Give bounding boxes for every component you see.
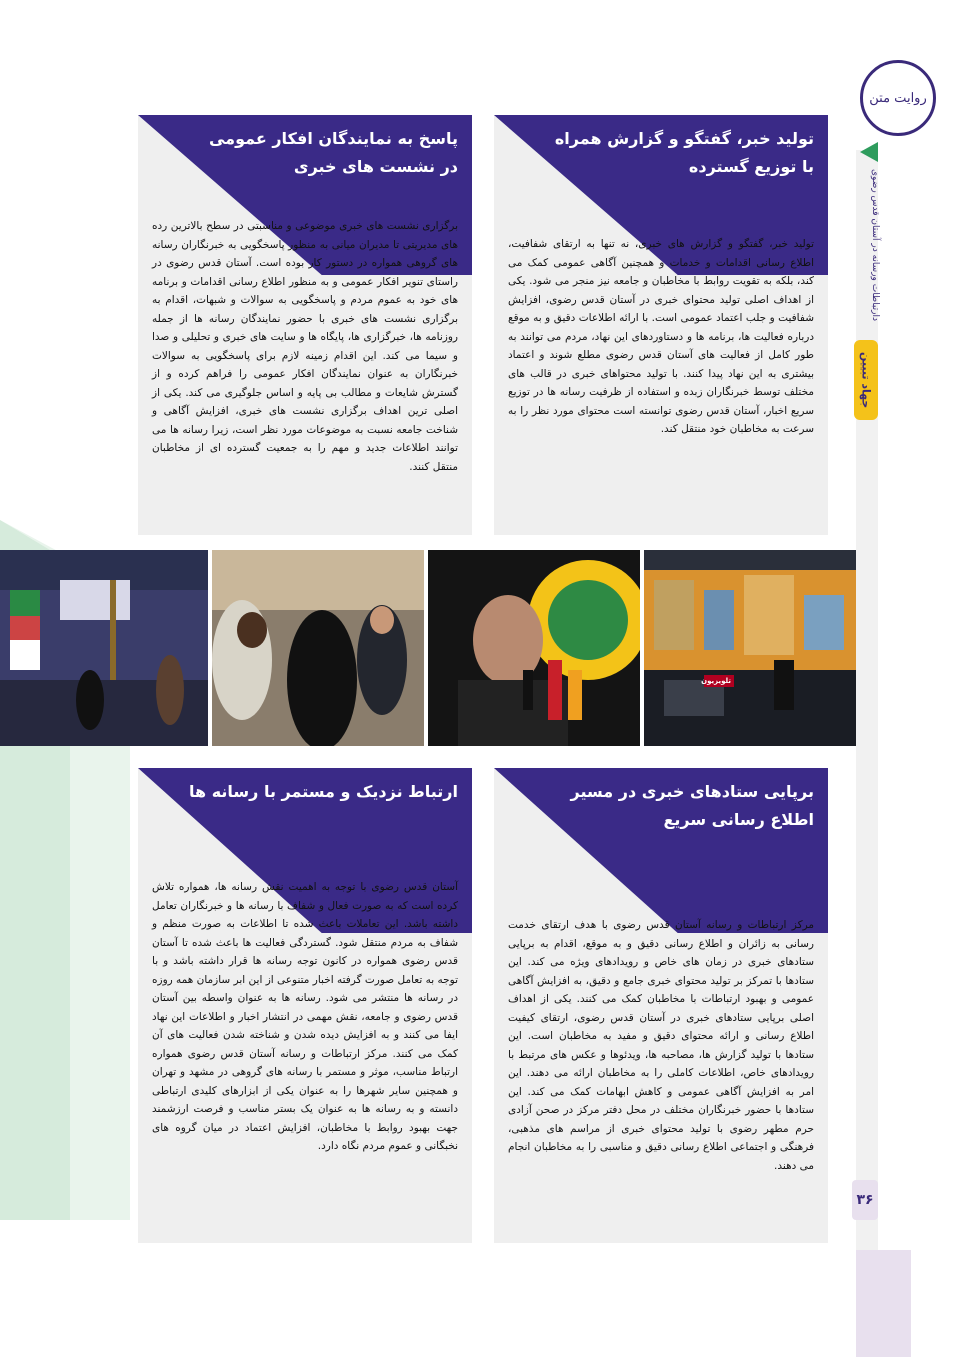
photo-tv-studio	[644, 550, 856, 746]
section-box-media-relations	[138, 768, 472, 1243]
section-box-news-headquarters	[494, 768, 828, 1243]
page-number: ۳۶	[852, 1180, 878, 1220]
section-box-news-production	[494, 115, 828, 535]
section-title-line-1: ارتباط نزدیک و مستمر با رسانه ها	[189, 782, 458, 801]
photo-tv-studio-image	[644, 550, 856, 746]
section-title-line-2: اطلاع رسانی سریع	[663, 810, 814, 829]
photo-interview-image	[212, 550, 424, 746]
section-title	[571, 778, 814, 834]
section-box-press-conferences	[138, 115, 472, 535]
vertical-section-title: دارتباطات ورسانه در آستان قدس رضوی	[870, 169, 880, 321]
studio-sign-text: تلويزيون	[701, 677, 731, 685]
section-title-line-2: با توزیع گسترده	[688, 157, 814, 176]
photo-hall-event	[0, 550, 208, 746]
section-title-line-1: تولید خبر، گفتگو و گزارش همراه	[554, 129, 814, 148]
section-title	[209, 125, 458, 181]
section-body-text: برگزاری نشست های خبری موضوعی و مناسبتی در سطح بالاترین رده های مدیریتی تا مدیران میانی به منظور پاسخگویی به خبرنگاران رسانه های گروهی همواره در دستور کار بوده است. آستان قدس رضوی در راستای تنویر افکار عمومی و به منظور اطلاع رسانی اقدامات و برنامه های خود به عموم مردم و پاسخگویی به سوالات و شبهات، اقدام به برگزاری نشست های خبری با حضور نمایندگان رسانه ها از جمله روزنامه ها، خبرگزاری ها، پایگاه ها و سایت های خبری و تحلیلی و صدا و سیما می کند. این اقدام زمینه لازم برای پاسخگویی به سوالات خبرنگاران به عنوان نمایندگان افکار عمومی را فراهم کرده و از گسترش شایعات و مطالب بی پایه و اساس جلوگیری می کند. یکی از اصلی ترین اهداف برگزاری نشست های خبری، افزایش آگاهی و شناخت جامعه نسبت به موضوعات مورد نظر است، زیرا رسانه ها می توانند اطلاعات جدید و مهم را به جمعیت گسترده ای از مخاطبان منتقل کنند.	[152, 220, 458, 473]
section-body-text: آستان قدس رضوی با توجه به اهمیت نقش رسانه ها، همواره تلاش کرده است که به صورت فعال و شفاف با رسانه ها و خبرنگاران تعامل داشته باشد. این تعاملات باعث شده تا اطلاعات به صورت منظم و شفاف به مردم منتقل شود. گستردگی فعالیت ها باعث شده تا آستان قدس رضوی همواره در کانون توجه رسانه ها قرار داشته باشد و با توجه به تعامل صورت گرفته اخبار متنوعی از این ابر سازمان همه روزه در رسانه ها منتشر می شود. رسانه ها به عنوان واسطه بین آستان قدس رضوی و جامعه، نقش مهمی در انتشار اخبار و اطلاعات این نهاد ایفا می کنند و به افزایش دیده شدن و شناخته شدن فعالیت های آن کمک می کنند. مرکز ارتباطات و رسانه آستان قدس رضوی همواره ارتباط مناسب، موثر و مستمر با رسانه های گروهی در مشهد و تهران و همچنین سایر شهرها را به عنوان یکی از ابزارهای کلیدی ارتباطی دانسته و به رسانه ها به عنوان یک بستر مناسب و فرصت ارزشمند جهت بهبود روابط با مخاطبان، افزایش اعتماد در میان گروه های نخبگانی و عموم مردم نگاه دارد.	[152, 881, 458, 1152]
photo-press-conference	[428, 550, 640, 746]
photo-hall-event-image	[0, 550, 208, 746]
magazine-logo: روایت متن	[860, 60, 936, 136]
section-title-line-1: پاسخ به نمایندگان افکار عمومی	[208, 129, 458, 148]
section-body-text: مرکز ارتباطات و رسانه آستان قدس رضوی با هدف ارتقای خدمت رسانی به زائران و اطلاع رسانی دقیق و به موقع، اقدام به برپایی ستادهای خبری در زمان های خاص و رویدادهای ویژه می کند. این ستادها با تمرکز بر تولید محتوای خبری جامع و دقیق، به افزایش آگاهی عمومی و بهبود ارتباطات با مخاطبان کمک می کنند. یکی از اهداف اصلی برپایی ستادهای خبری در آستان قدس رضوی، ارتقای کیفیت اطلاع رسانی و ارائه محتوای دقیق و مفید به مخاطبان است. این ستادها با تولید گزارش ها، مصاحبه ها، ویدئوها و عکس های مرتبط با رویدادهای خاص، اطلاعات کاملی را به مخاطبان ارائه می دهند. این امر به افزایش آگاهی عمومی و کاهش ابهامات کمک می کند. این ستادها با حضور خبرنگاران مختلف در محل دفتر مرکز در صحن آزادی حرم مطهر رضوی با تولید محتوای خبری از مراسم های مذهبی، فرهنگی و اجتماعی اطلاع رسانی دقیق و مناسبی را به مخاطبان انجام می دهند.	[508, 919, 814, 1172]
photo-press-conference-image	[428, 550, 640, 746]
section-tab: جهاد تبیین	[854, 340, 878, 420]
photo-interview	[212, 550, 424, 746]
section-title-line-2: در نشست های خبری	[293, 157, 458, 176]
section-title	[555, 125, 814, 181]
margin-bar-bottom	[856, 1250, 911, 1357]
margin-bar	[856, 150, 878, 1350]
green-triangle-marker	[860, 142, 878, 162]
section-title-line-1: برپایی ستادهای خبری در مسیر	[570, 782, 814, 801]
section-body-text: تولید خبر، گفتگو و گزارش های خبری، نه تنها به ارتقای شفافیت، اطلاع رسانی اقدامات و خدمات و همچنین آگاهی عمومی کمک می کند، بلکه به تقویت روابط با مخاطبان و جامعه نیز منجر می شود. یکی از اهداف اصلی تولید محتوای خبری در آستان قدس رضوی، افزایش شفافیت و جلب اعتماد عمومی است. با ارائه اطلاعات دقیق و به موقع درباره فعالیت ها، برنامه ها و دستاوردهای این نهاد، مردم می توانند به طور کامل از فعالیت های آستان قدس رضوی مطلع شوند و اعتماد بیشتری به این نهاد پیدا کنند. با تولید محتواهای خبری در قالب های مختلف توسط خبرنگاران زبده و استفاده از ظرفیت رسانه ها در توزیع سریع اخبار، آستان قدس رضوی توانسته است محتوای مورد نظر را به سرعت به مخاطبان خود منتقل کند.	[508, 238, 814, 435]
section-title	[189, 778, 458, 806]
